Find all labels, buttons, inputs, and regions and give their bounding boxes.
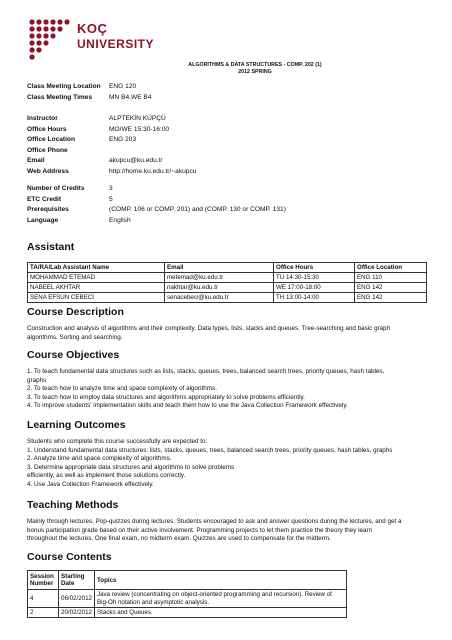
info-row — [27, 135, 196, 146]
table-cell: 4 — [28, 590, 59, 608]
column-header: Email — [165, 263, 274, 273]
text-line: 1. To teach fundamental data structures such as lists, stacks, queues, trees, balanced search trees, priority queues, hash tables, — [27, 368, 385, 375]
table-cell: senacebeci@ku.edu.tr — [165, 293, 274, 303]
table-cell: TU 14:30-15:30 — [274, 273, 355, 283]
info-row — [27, 195, 286, 206]
table-cell: WE 17:00-18:00 — [274, 283, 355, 293]
table-cell: MOHAMMAD ETEMAD — [28, 273, 165, 283]
table-cell: Java review (concentrating on object-oriented programming and recursion). Review of Big-Oh notation and asymptotic analysis. — [94, 590, 346, 608]
text-line: algorithms. Sorting and searching. — [27, 333, 123, 341]
info-label: Prerequisites — [27, 206, 69, 214]
info-value: MN B4,WE B4 — [109, 93, 152, 101]
info-label: Web Address — [27, 167, 69, 175]
info-value: 5 — [109, 195, 113, 203]
table-cell: ENG 110 — [355, 273, 427, 283]
text-line: 2. To teach how to analyze time and space complexity of algorithms. — [27, 385, 217, 393]
column-header: Office Location — [355, 263, 427, 273]
info-row — [27, 125, 196, 136]
table-header-row — [28, 571, 347, 590]
info-row — [27, 82, 152, 93]
text-line: bonus participation grade based on their active involvement. Programming projects to let them practice the theory they learn — [27, 526, 373, 534]
info-value: ENG 120 — [109, 83, 137, 90]
meeting-info — [27, 82, 152, 103]
info-value: 3 — [109, 185, 113, 192]
university-logo — [28, 18, 155, 60]
course-objectives-heading: Course Objectives — [27, 349, 120, 361]
info-value: ALPTEKİN KÜPÇÜ — [109, 115, 166, 122]
text-line: efficiently, as well as implement those solutions correctly. — [27, 472, 186, 480]
course-description-heading: Course Description — [27, 306, 124, 318]
info-row — [27, 146, 196, 157]
info-value: ENG 203 — [109, 136, 137, 144]
university-emblem-icon — [28, 18, 72, 60]
info-row — [27, 205, 286, 216]
info-value[interactable]: akupcu@ku.edu.tr — [109, 157, 163, 165]
table-cell: ENG 142 — [355, 283, 427, 293]
info-label: Office Hours — [27, 125, 67, 133]
info-label: Class Meeting Times — [27, 93, 93, 101]
teaching-methods-heading: Teaching Methods — [27, 499, 119, 511]
column-header: Office Hours — [274, 263, 355, 273]
table-cell: 20/02/2012 — [59, 608, 95, 618]
assistant-table — [27, 262, 427, 303]
info-row — [27, 156, 196, 167]
text-line: 4. Use Java Collection Framework effectively. — [27, 480, 154, 488]
table-row — [28, 590, 347, 608]
table-cell: 2 — [28, 608, 59, 618]
text-line: Mainly through lectures. Pop-quizzes during lectures. Students encouraged to ask and answer questions during the lectures, and get a — [27, 518, 402, 525]
text-line: 1. Understand fundamental data structures: lists, stacks, queues, trees, balanced search trees, priority queues, hash tables, graphs — [27, 446, 393, 454]
info-value[interactable]: http://home.ku.edu.tr/~akupcu — [109, 167, 197, 175]
learning-outcomes-text — [27, 438, 427, 490]
info-label: Language — [27, 216, 59, 224]
info-value: (COMP. 106 or COMP. 201) and (COMP. 130 or COMP. 131) — [109, 206, 286, 214]
column-header: Session Number — [28, 571, 59, 590]
table-cell: TH 13:00-14:00 — [274, 293, 355, 303]
table-cell: Stacks and Queues. — [94, 608, 346, 618]
text-line: Construction and analysis of algorithms and their complexity. Data types, lists, stacks and queues. Tree-searching and basic graph — [27, 325, 391, 332]
info-value: MO/WE 15:30-16:00 — [109, 125, 170, 133]
info-label: ETC Credit — [27, 195, 62, 203]
text-line: Students who complete this course successfully are expected to: — [27, 438, 208, 445]
info-label: Class Meeting Location — [27, 83, 101, 90]
course-title: ALGORITHMS & DATA STRUCTURES - COMP. 202 (1) — [188, 62, 322, 68]
info-row — [27, 167, 196, 178]
table-cell: nakhtar@ku.edu.tr — [165, 283, 274, 293]
table-cell: metemad@ku.edu.tr — [165, 273, 274, 283]
logo-word-koc: KOÇ — [77, 21, 108, 36]
table-row — [28, 283, 427, 293]
table-row — [28, 293, 427, 303]
info-value: English — [109, 216, 131, 224]
table-row — [28, 608, 347, 618]
instructor-info — [27, 114, 196, 178]
text-line: throughout the lectures. One final exam, no midterm exam. Quizzes are used to compensate for the midterm. — [27, 535, 331, 543]
info-label: Instructor — [27, 115, 58, 122]
info-row — [27, 184, 286, 195]
info-row — [27, 93, 152, 104]
logo-word-university: UNIVERSITY — [77, 37, 155, 51]
course-contents-table — [27, 570, 347, 618]
info-row — [27, 216, 286, 227]
course-title-block — [140, 62, 370, 76]
column-header: Starting Date — [59, 571, 95, 590]
info-row — [27, 114, 196, 125]
table-cell: ENG 142 — [355, 293, 427, 303]
table-cell: 06/02/2012 — [59, 590, 95, 608]
column-header: TA/RA/Lab Assistant Name — [28, 263, 165, 273]
learning-outcomes-heading: Learning Outcomes — [27, 419, 126, 431]
info-label: Email — [27, 157, 45, 165]
info-label: Number of Credits — [27, 185, 85, 192]
info-label: Office Location — [27, 136, 75, 144]
course-term: 2012 SPRING — [238, 69, 272, 75]
teaching-methods-text — [27, 518, 427, 544]
course-objectives-text — [27, 368, 427, 411]
text-line: graphs — [27, 376, 47, 384]
column-header: Topics — [94, 571, 346, 590]
text-line: 4. To improve students' implementation skills and teach them how to use the Java Collection Framework effectively. — [27, 402, 348, 410]
text-line: 2. Analyze time and space complexity of algorithms. — [27, 455, 172, 463]
assistant-heading: Assistant — [27, 241, 75, 253]
table-header-row — [28, 263, 427, 273]
table-cell: SENA EFSUN CEBECİ — [28, 293, 165, 303]
info-label: Office Phone — [27, 146, 68, 154]
course-contents-heading: Course Contents — [27, 551, 112, 563]
credits-info — [27, 184, 286, 226]
table-row — [28, 273, 427, 283]
course-description-text — [27, 325, 427, 342]
table-cell: NABEEL AKHTAR — [28, 283, 165, 293]
text-line: 3. Determine appropriate data structures and algorithms to solve problems — [27, 463, 235, 471]
text-line: 3. To teach how to employ data structures and algorithms appropriately to solve problems efficiently. — [27, 393, 305, 401]
